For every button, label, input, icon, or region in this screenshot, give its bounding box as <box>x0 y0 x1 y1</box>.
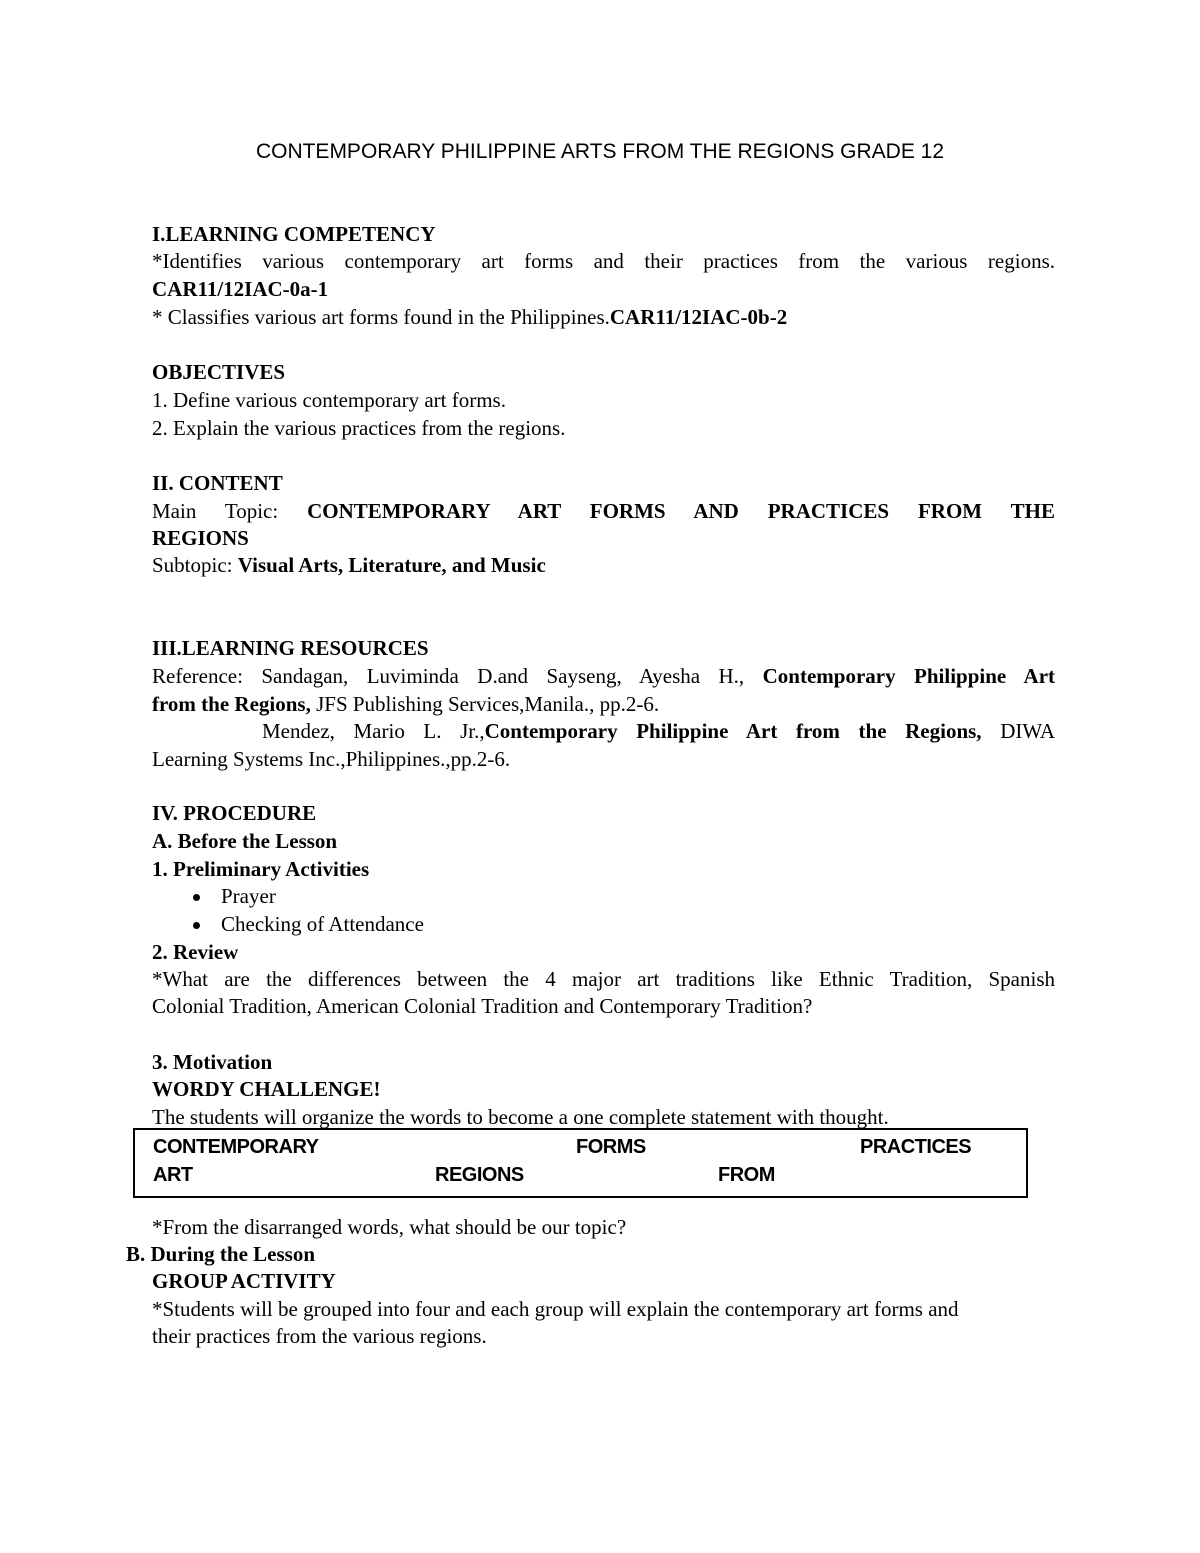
bullet-item <box>221 883 276 909</box>
group-activity-line-2: their practices from the various regions. <box>152 1324 487 1348</box>
reference-2-author: Mendez, Mario L. Jr., <box>262 719 485 743</box>
resources-heading: III.LEARNING RESOURCES <box>152 636 429 660</box>
during-lesson-heading: B. During the Lesson <box>126 1242 316 1266</box>
reference-1-line-1 <box>152 663 1055 689</box>
procedure-heading: IV. PROCEDURE <box>152 801 317 825</box>
main-topic-continued: REGIONS <box>152 526 249 550</box>
main-topic-value: CONTEMPORARY ART FORMS AND PRACTICES FROM THE <box>307 499 1055 523</box>
reference-1-title-cont: from the Regions, <box>152 692 311 716</box>
main-topic-label: Main Topic: <box>152 499 279 523</box>
bullet-text: Checking of Attendance <box>221 912 424 936</box>
competency-item-2-text: * Classifies various art forms found in the Philippines. <box>152 305 610 329</box>
competency-item-1: *Identifies various contemporary art forms and their practices from the various regions. <box>152 249 1055 273</box>
wordy-challenge-heading: WORDY CHALLENGE! <box>152 1077 381 1101</box>
competency-heading: I.LEARNING COMPETENCY <box>152 222 436 246</box>
review-line-1: *What are the differences between the 4 major art traditions like Ethnic Tradition, Spanish <box>152 967 1055 991</box>
reference-2-line-1 <box>262 718 1055 744</box>
reference-1-publisher: JFS Publishing Services,Manila., pp.2-6. <box>316 692 660 716</box>
word-tile: ART <box>153 1164 193 1186</box>
reference-1-authors: Reference: Sandagan, Luviminda D.and Sayseng, Ayesha H., <box>152 664 745 688</box>
objectives-heading: OBJECTIVES <box>152 360 286 384</box>
reference-1-title: Contemporary Philippine Art <box>762 664 1056 688</box>
before-lesson-heading: A. Before the Lesson <box>152 829 338 853</box>
word-tile: REGIONS <box>435 1164 524 1186</box>
document-title: CONTEMPORARY PHILIPPINE ARTS FROM THE REGIONS GRADE 12 <box>255 140 945 163</box>
subtopic-line <box>152 552 546 578</box>
challenge-instruction: The students will organize the words to become a one complete statement with thought. <box>152 1105 889 1129</box>
group-activity-line-1: *Students will be grouped into four and each group will explain the contemporary art forms and <box>152 1297 959 1321</box>
objective-item-2: 2. Explain the various practices from the regions. <box>152 416 566 440</box>
word-tile: PRACTICES <box>860 1136 972 1158</box>
reference-2-publisher: DIWA <box>1000 719 1056 743</box>
subtopic-value: Visual Arts, Literature, and Music <box>237 553 546 577</box>
reference-1-line-2 <box>152 691 659 717</box>
bullet-icon <box>193 894 200 901</box>
preliminary-heading: 1. Preliminary Activities <box>152 857 370 881</box>
competency-item-2 <box>152 304 787 330</box>
word-tile: FROM <box>718 1164 775 1186</box>
motivation-heading: 3. Motivation <box>152 1050 273 1074</box>
main-topic-line <box>152 498 1055 524</box>
content-heading: II. CONTENT <box>152 471 283 495</box>
competency-code-1: CAR11/12IAC-0a-1 <box>152 277 329 301</box>
bullet-text: Prayer <box>221 884 276 908</box>
subtopic-label: Subtopic: <box>152 553 233 577</box>
word-tile: CONTEMPORARY <box>153 1136 319 1158</box>
objective-item-1: 1. Define various contemporary art forms. <box>152 388 506 412</box>
review-line-2: Colonial Tradition, American Colonial Tradition and Contemporary Tradition? <box>152 994 813 1018</box>
bullet-icon <box>193 922 200 929</box>
word-box <box>133 1128 1028 1198</box>
group-activity-heading: GROUP ACTIVITY <box>152 1269 336 1293</box>
reference-2-line-2: Learning Systems Inc.,Philippines.,pp.2-6. <box>152 747 511 771</box>
word-tile: FORMS <box>576 1136 646 1158</box>
competency-code-2: CAR11/12IAC-0b-2 <box>609 305 788 329</box>
topic-question: *From the disarranged words, what should be our topic? <box>152 1215 627 1239</box>
reference-2-title: Contemporary Philippine Art from the Regions, <box>484 719 982 743</box>
review-heading: 2. Review <box>152 940 239 964</box>
bullet-item <box>221 911 424 937</box>
